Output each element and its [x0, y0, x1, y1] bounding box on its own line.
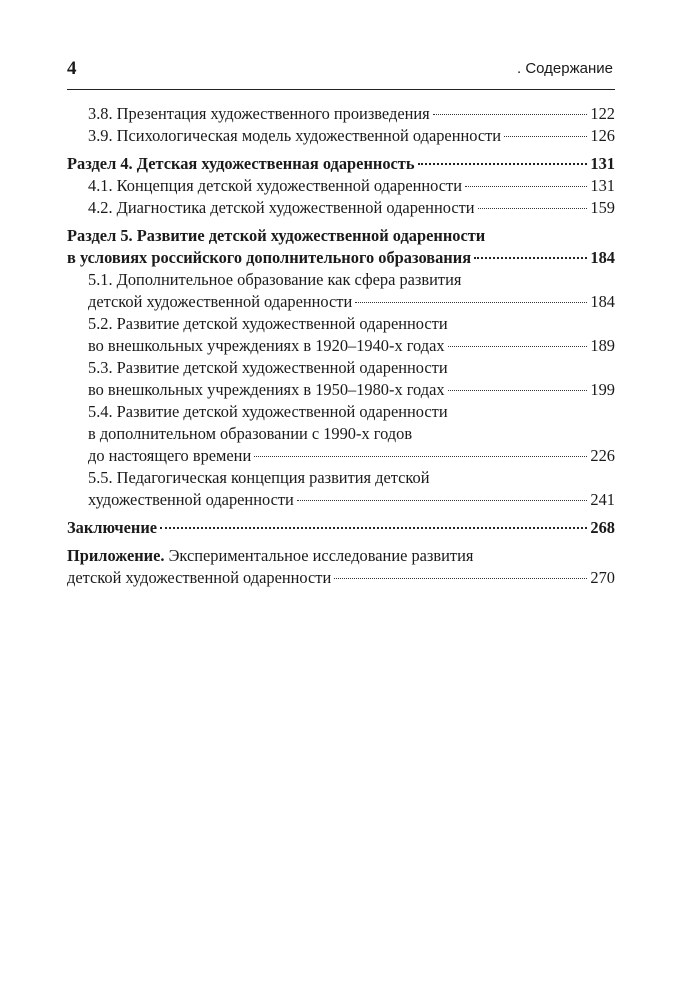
- toc-page-number: 184: [590, 292, 615, 311]
- toc-page-number: 199: [590, 380, 615, 399]
- toc-conclusion: [67, 517, 615, 539]
- toc-page-number: 122: [590, 104, 615, 123]
- table-of-contents: [67, 103, 615, 589]
- dot-leader: [355, 302, 587, 303]
- toc-entry-4-1: [67, 175, 615, 197]
- toc-page-number: 270: [590, 568, 615, 587]
- toc-appendix-lead: Приложение.: [67, 546, 165, 565]
- dot-leader: [465, 186, 587, 187]
- dot-leader: [433, 114, 588, 115]
- toc-appendix-title-rest: Экспериментальное исследование развития: [164, 546, 474, 565]
- toc-appendix-title-line2: детской художественной одаренности: [67, 568, 332, 587]
- dot-leader: [418, 163, 588, 165]
- toc-page-number: 126: [590, 126, 615, 145]
- toc-entry-title: 4.1. Концепция детской художественной одаренности: [88, 176, 462, 195]
- toc-entry-title-line1: 5.1. Дополнительное образование как сфера развития: [88, 270, 462, 289]
- toc-entry-title: 3.9. Психологическая модель художественной одаренности: [88, 126, 502, 145]
- toc-page-number: 268: [590, 518, 615, 537]
- toc-section-title: Заключение: [67, 518, 158, 537]
- toc-page-number: 189: [590, 336, 615, 355]
- toc-entry-title-line2: во внешкольных учреждениях в 1950–1980-х годах: [88, 380, 445, 399]
- toc-entry-title-line2: в дополнительном образовании с 1990-х годов: [88, 424, 413, 443]
- toc-section-5: [67, 225, 615, 269]
- toc-entry-3-9: [67, 125, 615, 147]
- toc-section-title: Раздел 4. Детская художественная одаренность: [67, 154, 415, 173]
- toc-entry-title: 3.8. Презентация художественного произведения: [88, 104, 430, 123]
- toc-section-4: [67, 153, 615, 175]
- dot-leader: [448, 390, 588, 391]
- toc-entry-5-4: [67, 401, 615, 467]
- toc-entry-5-2: [67, 313, 615, 357]
- header-rule: [67, 89, 615, 90]
- toc-entry-title-line2: художественной одаренности: [88, 490, 294, 509]
- toc-appendix: [67, 545, 615, 589]
- toc-entry-title-line1: 5.2. Развитие детской художественной одаренности: [88, 314, 448, 333]
- toc-page-number: 226: [590, 446, 615, 465]
- toc-entry-title-line2: во внешкольных учреждениях в 1920–1940-х годах: [88, 336, 445, 355]
- toc-entry-title-line2: детской художественной одаренности: [88, 292, 353, 311]
- dot-leader: [160, 527, 587, 529]
- dot-leader: [254, 456, 587, 457]
- toc-page-number: 241: [590, 490, 615, 509]
- toc-entry-title-line1: 5.3. Развитие детской художественной одаренности: [88, 358, 448, 377]
- toc-entry-title-line3: до настоящего времени: [88, 446, 252, 465]
- toc-entry-5-3: [67, 357, 615, 401]
- toc-page-number: 131: [590, 176, 615, 195]
- toc-entry-title-line1: 5.4. Развитие детской художественной одаренности: [88, 402, 448, 421]
- dot-leader: [504, 136, 587, 137]
- dot-leader: [297, 500, 588, 501]
- dot-leader: [448, 346, 588, 347]
- toc-entry-5-1: [67, 269, 615, 313]
- dot-leader: [478, 208, 588, 209]
- toc-section-title-line1: Раздел 5. Развитие детской художественной одаренности: [67, 226, 486, 245]
- toc-entry-title: 4.2. Диагностика детской художественной одаренности: [88, 198, 475, 217]
- dot-leader: [334, 578, 587, 579]
- page-number: 4: [67, 58, 77, 79]
- running-header: . Содержание: [517, 60, 613, 77]
- toc-section-title-line2: в условиях российского дополнительного образования: [67, 248, 472, 267]
- dot-leader: [474, 257, 587, 259]
- toc-entry-4-2: [67, 197, 615, 219]
- toc-entry-3-8: [67, 103, 615, 125]
- toc-appendix-title-line1: [67, 545, 615, 567]
- toc-entry-title-line1: 5.5. Педагогическая концепция развития детской: [88, 468, 430, 487]
- toc-entry-5-5: [67, 467, 615, 511]
- toc-page-number: 159: [590, 198, 615, 217]
- toc-page-number: 131: [590, 154, 615, 173]
- toc-page-number: 184: [590, 248, 615, 267]
